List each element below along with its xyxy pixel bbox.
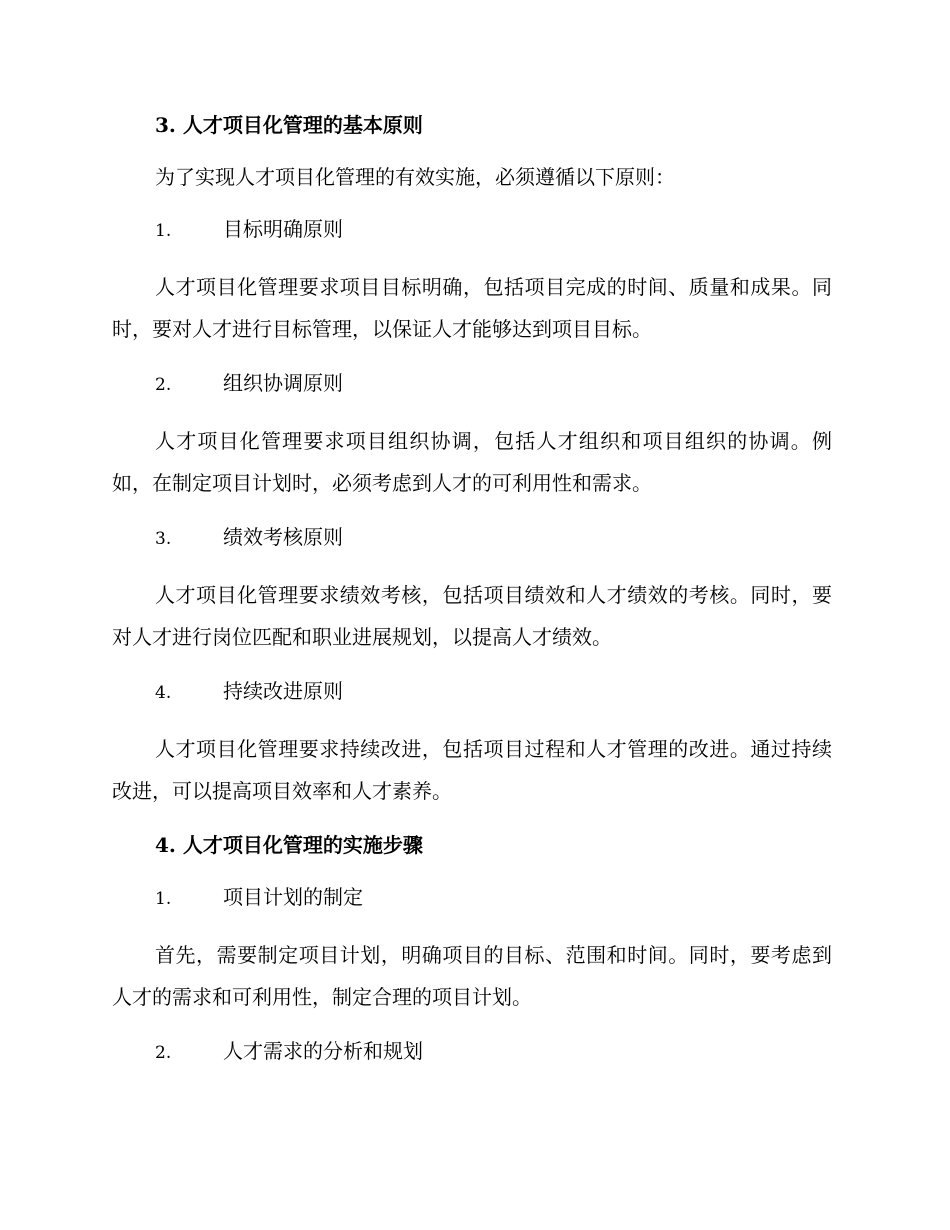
list-item-number: 2. xyxy=(155,1043,172,1063)
document-page xyxy=(112,108,832,1088)
list-item xyxy=(112,1034,832,1070)
list-item-title: 目标明确原则 xyxy=(223,217,343,241)
list-item-title: 组织协调原则 xyxy=(223,371,343,395)
list-item xyxy=(112,880,832,916)
paragraph: 人才项目化管理要求持续改进，包括项目过程和人才管理的改进。通过持续改进，可以提高项目效率和人才素养。 xyxy=(112,737,832,803)
list-item-title: 人才需求的分析和规划 xyxy=(223,1039,423,1063)
section-intro: 为了实现人才项目化管理的有效实施，必须遵循以下原则： xyxy=(155,165,675,189)
list-item-title: 项目计划的制定 xyxy=(223,885,363,909)
list-item xyxy=(112,212,832,248)
list-item-number: 1. xyxy=(155,889,172,909)
list-item-title: 持续改进原则 xyxy=(223,679,343,703)
list-item-number: 1. xyxy=(155,221,172,241)
list-item xyxy=(112,674,832,710)
list-item-title: 绩效考核原则 xyxy=(223,525,343,549)
list-item-number: 4. xyxy=(155,683,172,703)
paragraph: 人才项目化管理要求绩效考核，包括项目绩效和人才绩效的考核。同时，要对人才进行岗位匹配和职业进展规划，以提高人才绩效。 xyxy=(112,583,832,649)
section-heading: 3. 人才项目化管理的基本原则 xyxy=(155,113,423,137)
paragraph: 首先，需要制定项目计划，明确项目的目标、范围和时间。同时，要考虑到人才的需求和可利用性，制定合理的项目计划。 xyxy=(112,943,832,1009)
list-item-number: 2. xyxy=(155,375,172,395)
section-heading: 4. 人才项目化管理的实施步骤 xyxy=(155,833,423,857)
list-item-number: 3. xyxy=(155,529,172,549)
paragraph: 人才项目化管理要求项目组织协调，包括人才组织和项目组织的协调。例如，在制定项目计划时，必须考虑到人才的可利用性和需求。 xyxy=(112,429,832,495)
list-item xyxy=(112,366,832,402)
paragraph: 人才项目化管理要求项目目标明确，包括项目完成的时间、质量和成果。同时，要对人才进行目标管理，以保证人才能够达到项目目标。 xyxy=(112,275,832,341)
list-item xyxy=(112,520,832,556)
